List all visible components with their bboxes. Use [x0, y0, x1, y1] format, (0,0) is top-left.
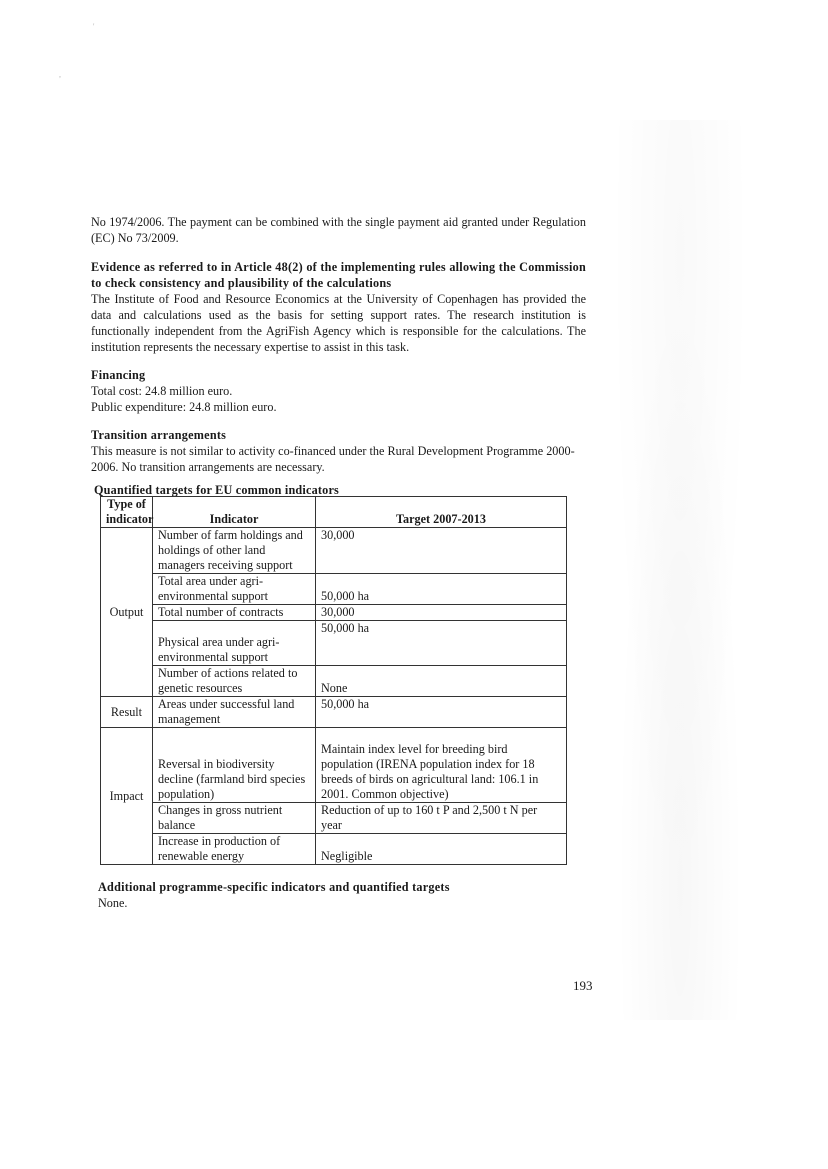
evidence-section	[91, 259, 586, 355]
evidence-text: The Institute of Food and Resource Economics at the University of Copenhagen has provided the data and calculations used as the basis for setting support rates. The research institution is functionally independent from the AgriFish Agency which is responsible for the calculations. The institution represents the necessary expertise to assist in this task.	[91, 292, 586, 354]
table-header-row	[101, 497, 567, 528]
intro-paragraph: No 1974/2006. The payment can be combined with the single payment aid granted under Regulation (EC) No 73/2009.	[91, 215, 586, 245]
table-row	[101, 605, 567, 621]
financing-heading: Financing	[91, 368, 146, 382]
target-cell: 30,000	[316, 528, 567, 574]
indicator-cell: Increase in production of renewable energy	[153, 834, 316, 865]
target-cell: Maintain index level for breeding bird population (IRENA population index for 18 breeds of birds on agricultural land: 106.1 in 2001. Common objective)	[316, 728, 567, 803]
table-row	[101, 621, 567, 666]
indicator-cell: Number of actions related to genetic resources	[153, 666, 316, 697]
category-output: Output	[101, 528, 153, 697]
scan-speck: '	[93, 22, 95, 31]
table-row	[101, 728, 567, 803]
transition-text: This measure is not similar to activity co-financed under the Rural Development Programme 2000-2006. No transition arrangements are necessary.	[91, 444, 575, 474]
target-cell: Negligible	[316, 834, 567, 865]
additional-section	[98, 879, 578, 911]
table-row	[101, 528, 567, 574]
financing-total-cost: Total cost: 24.8 million euro.	[91, 384, 233, 398]
additional-heading: Additional programme-specific indicators and quantified targets	[98, 880, 450, 894]
indicator-cell: Total number of contracts	[153, 605, 316, 621]
table-row	[101, 574, 567, 605]
table-caption: Quantified targets for EU common indicators	[94, 483, 339, 497]
scan-speck: ,	[59, 70, 61, 79]
indicator-cell: Physical area under agri-environmental support	[153, 621, 316, 666]
financing-section	[91, 367, 586, 415]
indicator-cell: Total area under agri-environmental support	[153, 574, 316, 605]
header-target: Target 2007-2013	[316, 497, 567, 528]
page-number: 193	[573, 978, 593, 993]
target-cell: 50,000 ha	[316, 697, 567, 728]
target-cell: 30,000	[316, 605, 567, 621]
intro-section	[91, 214, 586, 246]
table-row	[101, 697, 567, 728]
target-cell: 50,000 ha	[316, 621, 567, 666]
indicator-cell: Changes in gross nutrient balance	[153, 803, 316, 834]
category-impact: Impact	[101, 728, 153, 865]
target-cell: Reduction of up to 160 t P and 2,500 t N per year	[316, 803, 567, 834]
transition-section	[91, 427, 586, 475]
evidence-heading: Evidence as referred to in Article 48(2) of the implementing rules allowing the Commission to check consistency and plausibility of the calculations	[91, 260, 586, 290]
category-result: Result	[101, 697, 153, 728]
target-cell: None	[316, 666, 567, 697]
transition-heading: Transition arrangements	[91, 428, 227, 442]
scan-shadow	[600, 120, 760, 1020]
header-type: Type of indicator	[101, 497, 153, 528]
table-row	[101, 803, 567, 834]
additional-text: None.	[98, 896, 128, 910]
indicator-cell: Number of farm holdings and holdings of other land managers receiving support	[153, 528, 316, 574]
indicator-cell: Areas under successful land management	[153, 697, 316, 728]
table-row	[101, 834, 567, 865]
financing-public-expenditure: Public expenditure: 24.8 million euro.	[91, 400, 277, 414]
indicator-cell: Reversal in biodiversity decline (farmland bird species population)	[153, 728, 316, 803]
targets-table	[100, 496, 567, 865]
target-cell: 50,000 ha	[316, 574, 567, 605]
table-row	[101, 666, 567, 697]
header-indicator: Indicator	[153, 497, 316, 528]
